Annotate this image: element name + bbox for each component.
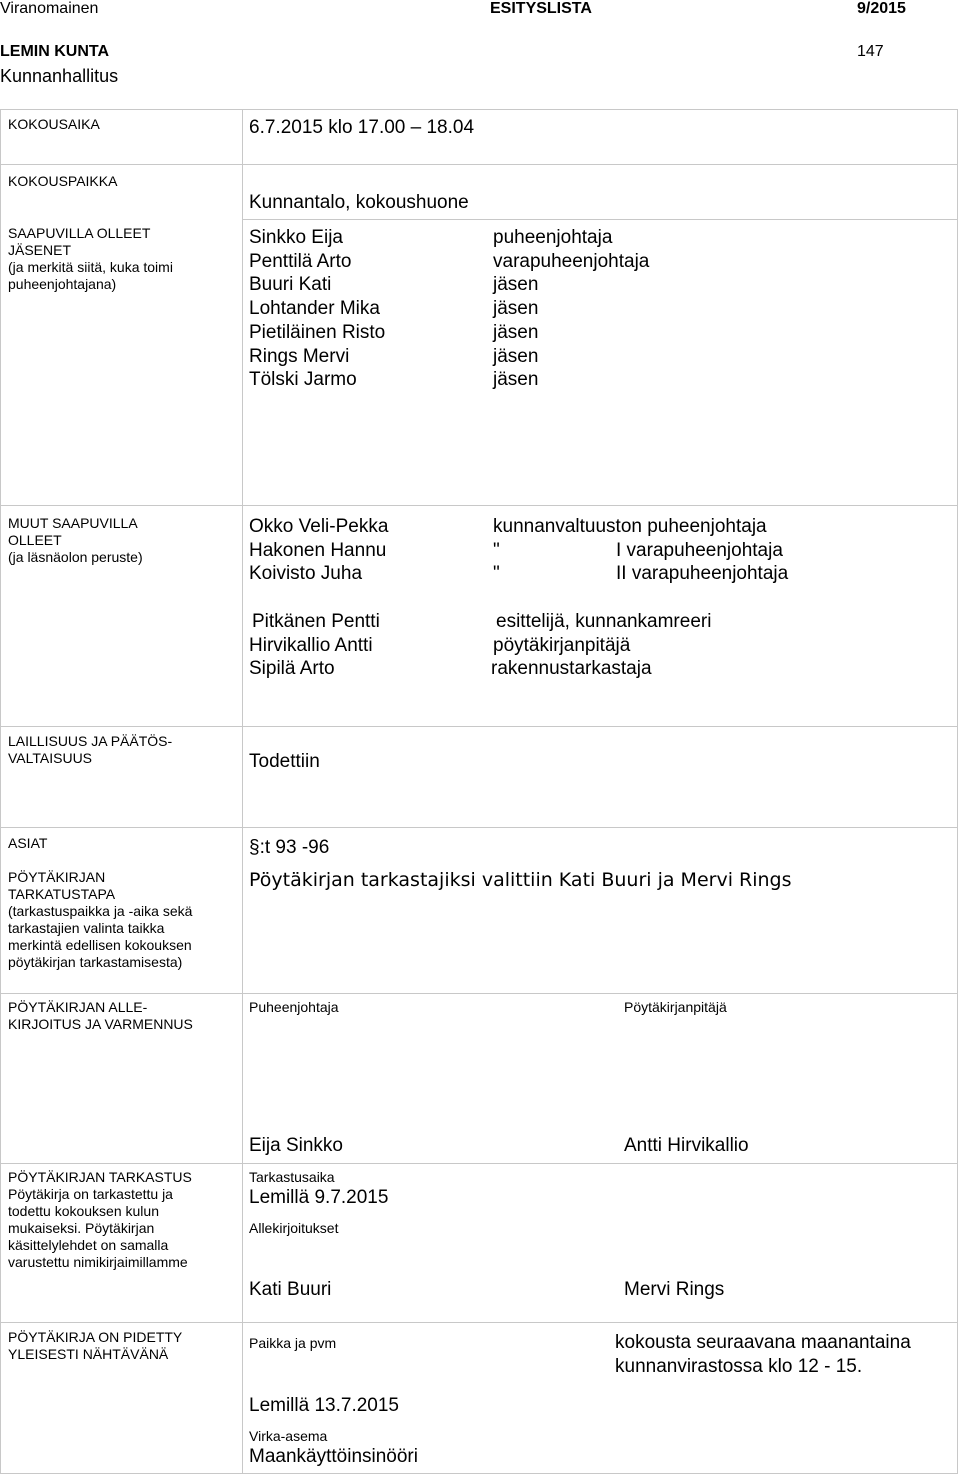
public-display-label: PÖYTÄKIRJA ON PIDETTY YLEISESTI NÄHTÄVÄNÄ — [8, 1329, 183, 1362]
others-label: MUUT SAAPUVILLA OLLEET (ja läsnäolon peruste) — [8, 515, 143, 565]
list-item: Hakonen Hannu — [249, 539, 387, 561]
place-date-label: Paikka ja pvm — [249, 1335, 337, 1351]
matters-value: §:t 93 -96 — [249, 837, 330, 858]
list-item: jäsen — [493, 321, 539, 343]
list-item: pöytäkirjanpitäjä — [493, 634, 631, 656]
member-roles — [493, 226, 649, 392]
chair-name: Eija Sinkko — [249, 1135, 343, 1156]
meeting-place-label: KOKOUSPAIKKA — [8, 173, 118, 189]
list-item: Rings Mervi — [249, 345, 350, 367]
list-item: Penttilä Arto — [249, 250, 352, 272]
column-divider — [242, 109, 243, 1474]
list-item: Koivisto Juha — [249, 563, 363, 585]
list-item: esittelijä, kunnankamreeri — [496, 611, 712, 632]
list-item: I varapuheenjohtaja — [616, 539, 783, 561]
document-type: ESITYSLISTA — [490, 0, 592, 17]
other-role-suffixes — [616, 539, 788, 586]
table-top-border — [0, 109, 958, 110]
list-item: " — [493, 563, 500, 585]
list-item: Pietiläinen Risto — [249, 321, 386, 343]
meeting-time-value: 6.7.2015 klo 17.00 – 18.04 — [249, 117, 475, 138]
list-item: varapuheenjohtaja — [493, 250, 650, 272]
public-display-date: Lemillä 13.7.2015 — [249, 1395, 399, 1416]
document-number: 9/2015 — [857, 0, 906, 17]
list-item: Pitkänen Pentti — [252, 611, 380, 632]
review-time-value: Lemillä 9.7.2015 — [249, 1187, 389, 1208]
member-names — [249, 226, 385, 392]
list-item: jäsen — [493, 298, 539, 320]
other-names-group2 — [249, 610, 380, 681]
review-label: PÖYTÄKIRJAN TARKASTUS Pöytäkirja on tarkastettu ja todettu kokouksen kulun mukaiseksi. Pöytäkirjan käsittelylehdet on samalla varustettu nimikirjaimillamme — [8, 1169, 192, 1270]
meeting-place-value: Kunnantalo, kokoushuone — [249, 192, 469, 213]
legality-label: LAILLISUUS JA PÄÄTÖS- VALTAISUUS — [8, 733, 173, 766]
list-item: " — [493, 539, 500, 561]
list-item: Buuri Kati — [249, 274, 332, 296]
list-item: Hirvikallio Antti — [249, 634, 373, 656]
table-right-border — [957, 109, 958, 1474]
classification: Viranomainen — [0, 0, 99, 17]
list-item: Sipilä Arto — [249, 658, 335, 680]
table-left-border — [0, 109, 1, 1474]
list-item: Okko Veli-Pekka — [249, 516, 389, 537]
list-item: puheenjohtaja — [493, 227, 613, 248]
list-item: jäsen — [493, 274, 539, 296]
other-roles-group2 — [493, 610, 711, 681]
list-item: jäsen — [493, 345, 539, 367]
list-item: jäsen — [493, 369, 539, 391]
list-item: II varapuheenjohtaja — [616, 563, 789, 585]
review-time-label: Tarkastusaika — [249, 1169, 335, 1185]
legality-value: Todettiin — [249, 751, 320, 772]
other-names-group1 — [249, 515, 388, 586]
list-item: Sinkko Eija — [249, 227, 343, 248]
secretary-label: Pöytäkirjanpitäjä — [624, 999, 727, 1015]
signature-label: PÖYTÄKIRJAN ALLE- KIRJOITUS JA VARMENNUS — [8, 999, 193, 1032]
position-value: Maankäyttöinsinööri — [249, 1446, 418, 1467]
list-item: Lohtander Mika — [249, 298, 380, 320]
list-item: Tölski Jarmo — [249, 369, 357, 391]
organ-name: Kunnanhallitus — [0, 66, 119, 86]
reviewer-1-name: Kati Buuri — [249, 1279, 332, 1300]
page-number: 147 — [857, 43, 884, 60]
municipality-name: LEMIN KUNTA — [0, 43, 110, 60]
position-label: Virka-asema — [249, 1428, 328, 1444]
secretary-name: Antti Hirvikallio — [624, 1135, 749, 1156]
public-display-note: kokousta seuraavana maanantaina kunnanvirastossa klo 12 - 15. — [615, 1332, 911, 1377]
meeting-time-label: KOKOUSAIKA — [8, 116, 100, 132]
list-item: rakennustarkastaja — [491, 658, 652, 680]
review-method-value: Pöytäkirjan tarkastajiksi valittiin Kati Buuri ja Mervi Rings — [249, 869, 792, 891]
review-signatures-label: Allekirjoitukset — [249, 1220, 339, 1236]
matters-label: ASIAT — [8, 835, 48, 851]
members-label: SAAPUVILLA OLLEET JÄSENET (ja merkitä siitä, kuka toimi puheenjohtajana) — [8, 225, 173, 292]
list-item: kunnanvaltuuston puheenjohtaja — [493, 516, 767, 537]
reviewer-2-name: Mervi Rings — [624, 1279, 725, 1300]
chair-label: Puheenjohtaja — [249, 999, 339, 1015]
review-method-label: PÖYTÄKIRJAN TARKATUSTAPA (tarkastuspaikka ja -aika sekä tarkastajien valinta taikka merkintä edellisen kokouksen pöytäkirjan tarkastamisesta) — [8, 869, 193, 970]
